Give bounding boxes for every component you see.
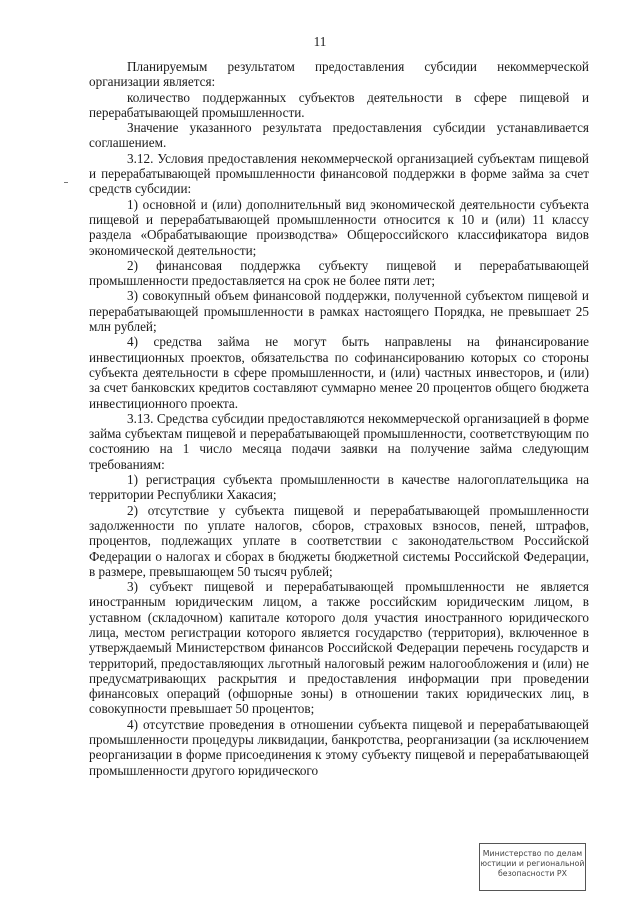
- paragraph-3-12-item-4: 4) средства займа не могут быть направлены на финансирование инвестиционных проектов, обязательства по софинансированию которых со стороны субъекта деятельности в сфере промышленности, и (или) частных инвесторов, и (или) за счет банковских кредитов составляют суммарно менее 20 процентов общего бюджета инвестиционного проекта.: [89, 334, 589, 411]
- stamp-line-1: Министерство по делам: [482, 849, 583, 858]
- stamp-line-3: безопасности РХ: [498, 869, 567, 878]
- paragraph-section-3-12: 3.12. Условия предоставления некоммерческой организацией субъектам пищевой и перерабатывающей промышленности финансовой поддержки в форме займа за счет средств субсидии:: [89, 150, 589, 197]
- stamp-line-2: юстиции и региональной: [480, 859, 585, 868]
- document-body: [89, 59, 589, 778]
- paragraph-3-13-item-3: 3) субъект пищевой и перерабатывающей промышленности не является иностранным юридическим лицом, а также российским юридическим лицом, в уставном (складочном) капитале которого доля участия иностранного юридического лица, местом регистрации которого является государство (территория), включенное в утверждаемый Министерством финансов Российской Федерации перечень государств и территорий, предоставляющих льготный налоговый режим налогообложения и (или) не предусматривающих раскрытия и предоставления информации при проведении финансовых операций (офшорные зоны) в отношении таких юридических лиц, в совокупности превышает 50 процентов;: [89, 579, 589, 717]
- scan-artifact: [64, 182, 68, 183]
- paragraph-section-3-13: 3.13. Средства субсидии предоставляются некоммерческой организацией в форме займа субъектам пищевой и перерабатывающей промышленности, соответствующим по состоянию на 1 число месяца подачи заявки на получение займа следующим требованиям:: [89, 410, 589, 472]
- paragraph-result-agreement: Значение указанного результата предоставления субсидии устанавливается соглашением.: [89, 120, 589, 151]
- paragraph-3-12-item-1: 1) основной и (или) дополнительный вид экономической деятельности субъекта пищевой и перерабатывающей промышленности относится к 10 и (или) 11 классу раздела «Обрабатывающие производства» Общероссийского классификатора видов экономической деятельности;: [89, 196, 589, 258]
- paragraph-3-13-item-2: 2) отсутствие у субъекта пищевой и перерабатывающей промышленности задолженности по уплате налогов, сборов, страховых взносов, пеней, штрафов, процентов, подлежащих уплате в соответствии с законодательством Российской Федерации о налогах и сборах в бюджеты бюджетной системы Российской Федерации, в размере, превышающем 50 тысяч рублей;: [89, 502, 589, 579]
- paragraph-result-intro: Планируемым результатом предоставления субсидии некоммерческой организации является:: [89, 59, 589, 90]
- paragraph-3-13-item-4: 4) отсутствие проведения в отношении субъекта пищевой и перерабатывающей промышленности процедуры ликвидации, банкротства, реорганизации (за исключением реорганизации в форме присоединения к этому субъекту пищевой и перерабатывающей промышленности другого юридического: [89, 716, 589, 778]
- paragraph-3-12-item-2: 2) финансовая поддержка субъекту пищевой и перерабатывающей промышленности предоставляется на срок не более пяти лет;: [89, 257, 589, 289]
- registration-stamp: [479, 843, 586, 891]
- page-number: 11: [313, 34, 327, 49]
- paragraph-result-value: количество поддержанных субъектов деятельности в сфере пищевой и перерабатывающей промышленности.: [89, 89, 589, 120]
- paragraph-3-12-item-3: 3) совокупный объем финансовой поддержки, полученной субъектом пищевой и перерабатывающей промышленности в рамках настоящего Порядка, не превышает 25 млн рублей;: [89, 288, 589, 335]
- paragraph-3-13-item-1: 1) регистрация субъекта промышленности в качестве налогоплательщика на территории Республики Хакасия;: [89, 472, 589, 503]
